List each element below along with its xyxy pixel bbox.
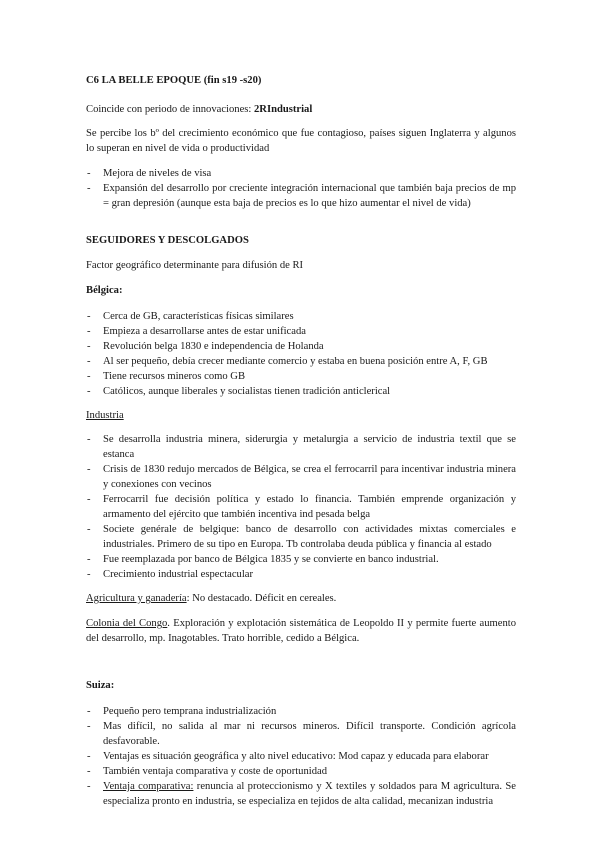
list-item: - Fue reemplazada por banco de Bélgica 1835 y se convierte en banco industrial.: [87, 554, 439, 565]
agricultura-line: [86, 591, 516, 606]
agricultura-label: Agricultura y ganadería: [86, 593, 187, 604]
list-item: - Al ser pequeño, debía crecer mediante comercio y estaba en buena posición entre A, F, GB: [87, 356, 488, 367]
list-item: - Pequeño pero temprana industrialización: [87, 706, 277, 717]
suiza-label: Suiza:: [86, 680, 115, 691]
industria-label: Industria: [86, 410, 124, 421]
list-item: - Ventaja comparativa: renuncia al proteccionismo y X textiles y soldados para M agricultura. Se especializa pronto en industria, se especializa en tejidos de alta calidad, mecanizan industria: [87, 781, 516, 807]
congo-label: Colonia del Congo: [86, 618, 168, 629]
intro-line: [86, 102, 516, 117]
list-item: - Societe genérale de belgique: banco de desarrollo con actividades mixtas comerciales e industriales. Primero de su tipo en Europa. Tb controlaba deuda pública y financia al estado: [87, 524, 516, 550]
list-growth: [86, 166, 516, 211]
paragraph-growth: Se percibe los bº del crecimiento económico que fue contagioso, países siguen Inglaterra y algunos lo superan en nivel de vida o productividad: [86, 128, 516, 154]
list-suiza: [86, 704, 516, 809]
list-item: - Expansión del desarrollo por creciente integración internacional que también baja precios de mp = gran depresión (aunque esta baja de precios es lo que hizo aumentar el nivel de vida): [87, 183, 516, 209]
list-item: - Tiene recursos mineros como GB: [87, 371, 246, 382]
agricultura-text: : No destacado. Déficit en cereales.: [186, 593, 337, 604]
list-belgica: [86, 309, 516, 399]
list-item: - Empieza a desarrollarse antes de estar unificada: [87, 326, 306, 337]
congo-text: . Exploración y explotación sistemática de Leopoldo II y permite fuerte aumento del desarrollo, mp. Inagotables. Trato horrible, cedido a Bélgica.: [86, 618, 516, 644]
list-item: - Ferrocarril fue decisión política y estado lo financia. También emprende organización y armamento del ejército que también incentiva ind pesada belga: [87, 494, 516, 520]
list-item: - Se desarrolla industria minera, siderurgia y metalurgia a servicio de industria textil que se estanca: [87, 434, 516, 460]
list-item: - Crisis de 1830 redujo mercados de Bélgica, se crea el ferrocarril para incentivar industria minera y conexiones con vecinos: [87, 464, 516, 490]
congo-paragraph: [86, 616, 516, 646]
list-industria: [86, 432, 516, 582]
list-item: - Mejora de niveles de visa: [87, 168, 212, 179]
list-item: - Católicos, aunque liberales y socialistas tienen tradición anticlerical: [87, 386, 391, 397]
intro-bold: 2RIndustrial: [254, 104, 313, 115]
list-item: - También ventaja comparativa y coste de oportunidad: [87, 766, 327, 777]
list-item: - Revolución belga 1830 e independencia de Holanda: [87, 341, 324, 352]
section-heading: SEGUIDORES Y DESCOLGADOS: [86, 235, 249, 246]
section-intro: Factor geográfico determinante para difusión de RI: [86, 260, 304, 271]
list-item: - Ventajas es situación geográfica y alto nivel educativo: Mod capaz y educada para elaborar: [87, 751, 489, 762]
list-item: - Crecimiento industrial espectacular: [87, 569, 254, 580]
document-title: C6 LA BELLE EPOQUE (fin s19 -s20): [86, 75, 262, 86]
intro-text: Coincide con periodo de innovaciones:: [86, 104, 254, 115]
list-item: - Mas difícil, no salida al mar ni recursos mineros. Difícil transporte. Condición agrícola desfavorable.: [87, 721, 516, 747]
ventaja-label: Ventaja comparativa:: [103, 781, 194, 792]
ventaja-text: renuncia al proteccionismo y X textiles y soldados para M agricultura. Se especializa pronto en industria, se especializa en tejidos de alta calidad, mecanizan industria: [103, 781, 516, 807]
list-item: - Cerca de GB, características físicas similares: [87, 311, 294, 322]
belgica-label: Bélgica:: [86, 285, 123, 296]
